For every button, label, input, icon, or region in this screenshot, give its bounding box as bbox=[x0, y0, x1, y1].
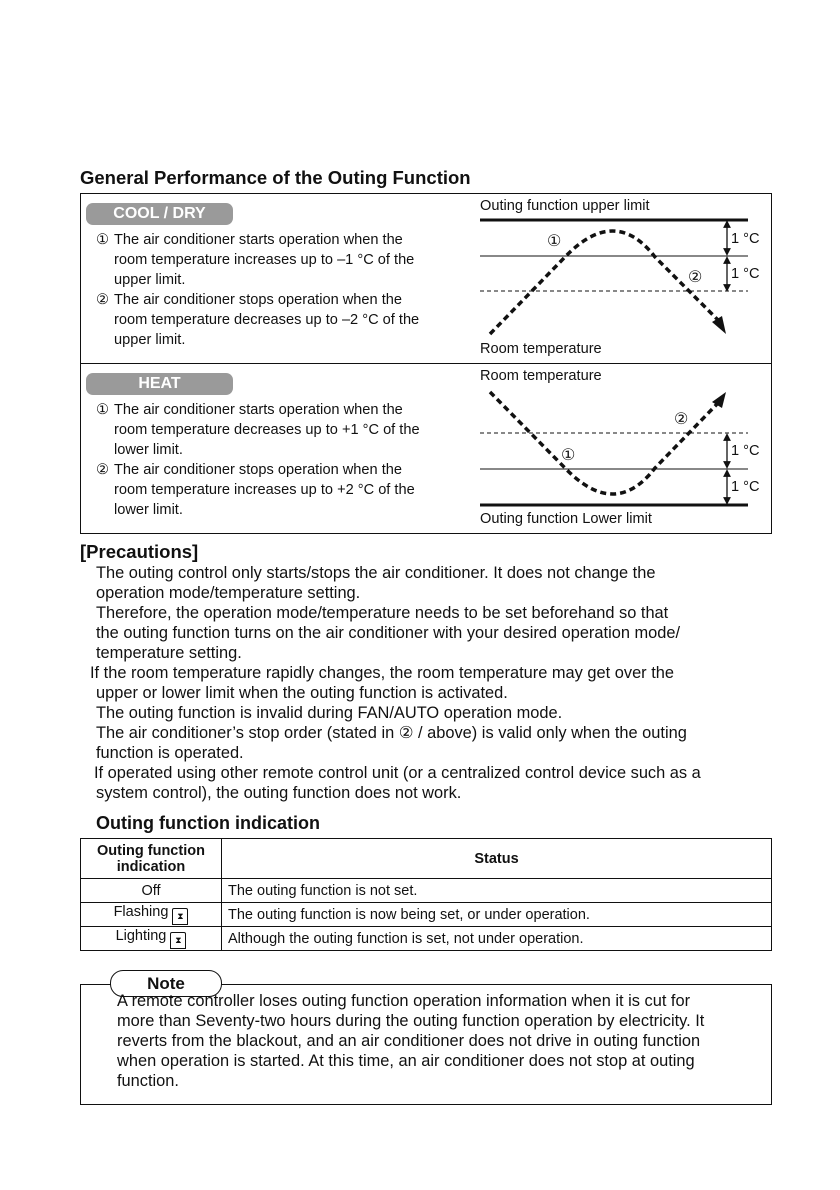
item-text: room temperature decreases up to –2 °C of the bbox=[114, 312, 420, 328]
temperature-curve bbox=[490, 231, 720, 334]
item-text: The air conditioner stops operation when the bbox=[114, 292, 402, 308]
item-text: lower limit. bbox=[114, 442, 183, 458]
precaution-line: temperature setting. bbox=[96, 644, 242, 662]
note-line: reverts from the blackout, and an air conditioner does not drive in outing function bbox=[117, 1032, 701, 1050]
section-title: General Performance of the Outing Function bbox=[80, 167, 471, 188]
room-temp-label: Room temperature bbox=[480, 368, 602, 384]
status-value: The outing function is not set. bbox=[222, 879, 772, 903]
precaution-line: The outing function is invalid during FAN/AUTO operation mode. bbox=[96, 704, 563, 722]
item-text: upper limit. bbox=[114, 332, 186, 348]
header-status: Status bbox=[222, 839, 772, 879]
item-text: The air conditioner stops operation when the bbox=[114, 462, 402, 478]
step-label: 1 °C bbox=[731, 266, 760, 282]
outing-diagrams bbox=[0, 0, 840, 560]
precaution-line: If operated using other remote control unit (or a centralized control device such as a bbox=[94, 764, 701, 782]
note-line: function. bbox=[117, 1072, 179, 1090]
note-line: when operation is started. At this time, an air conditioner does not stop at outing bbox=[117, 1052, 695, 1070]
arrow-head-icon bbox=[712, 316, 726, 334]
cool-dry-badge: COOL / DRY bbox=[86, 203, 233, 225]
item-text: room temperature decreases up to +1 °C of the bbox=[114, 422, 420, 438]
item-text: The air conditioner starts operation when the bbox=[114, 232, 403, 248]
table-row bbox=[81, 903, 772, 927]
step-label: 1 °C bbox=[731, 479, 760, 495]
precaution-line: upper or lower limit when the outing function is activated. bbox=[96, 684, 508, 702]
item-text: lower limit. bbox=[114, 502, 183, 518]
precaution-line: operation mode/temperature setting. bbox=[96, 584, 361, 602]
marker-1: ① bbox=[547, 232, 562, 250]
precaution-line: the outing function turns on the air conditioner with your desired operation mode/ bbox=[96, 624, 681, 642]
marker-1: ① bbox=[561, 446, 576, 464]
precaution-line: function is operated. bbox=[96, 744, 244, 762]
item-text: upper limit. bbox=[114, 272, 186, 288]
indication-title: Outing function indication bbox=[96, 813, 320, 833]
indication-value: Lighting bbox=[115, 928, 167, 944]
item-number: ① bbox=[96, 232, 110, 248]
status-value: Although the outing function is set, not under operation. bbox=[222, 927, 772, 951]
note-line: A remote controller loses outing function operation information when it is cut for bbox=[117, 992, 691, 1010]
item-number: ① bbox=[96, 402, 110, 418]
upper-limit-label: Outing function upper limit bbox=[480, 198, 650, 214]
table-row bbox=[81, 927, 772, 951]
step-label: 1 °C bbox=[731, 231, 760, 247]
header-indication: Outing function indication bbox=[81, 839, 222, 879]
precaution-line: The air conditioner’s stop order (stated in ② / above) is valid only when the outing bbox=[96, 724, 687, 742]
precaution-line: If the room temperature rapidly changes, the room temperature may get over the bbox=[90, 664, 674, 682]
precaution-line: The outing control only starts/stops the air conditioner. It does not change the bbox=[96, 564, 656, 582]
item-number: ② bbox=[96, 462, 110, 478]
item-number: ② bbox=[96, 292, 110, 308]
outing-house-icon: ⧗ bbox=[170, 932, 186, 949]
heat-badge: HEAT bbox=[86, 373, 233, 395]
room-temp-label: Room temperature bbox=[480, 341, 602, 357]
cool-diagram bbox=[480, 220, 748, 334]
note-label: Note bbox=[110, 970, 222, 997]
marker-2: ② bbox=[688, 268, 703, 286]
precaution-line: system control), the outing function does not work. bbox=[96, 784, 462, 802]
item-text: The air conditioner starts operation when the bbox=[114, 402, 403, 418]
arrow-head-icon bbox=[712, 392, 726, 408]
outing-house-icon: ⧗ bbox=[172, 908, 188, 925]
temperature-curve bbox=[490, 392, 720, 494]
marker-2: ② bbox=[674, 410, 689, 428]
item-text: room temperature increases up to –1 °C of the bbox=[114, 252, 415, 268]
indication-value: Off bbox=[141, 882, 161, 899]
precaution-line: Therefore, the operation mode/temperature needs to be set beforehand so that bbox=[96, 604, 669, 622]
step-label: 1 °C bbox=[731, 443, 760, 459]
precautions-title: [Precautions] bbox=[80, 541, 199, 562]
lower-limit-label: Outing function Lower limit bbox=[480, 511, 652, 527]
item-text: room temperature increases up to +2 °C of the bbox=[114, 482, 415, 498]
note-line: more than Seventy-two hours during the outing function operation by electricity. It bbox=[117, 1012, 705, 1030]
status-value: The outing function is now being set, or under operation. bbox=[222, 903, 772, 927]
table-row bbox=[81, 879, 772, 903]
indication-value: Flashing bbox=[113, 904, 169, 920]
indication-table bbox=[80, 838, 772, 951]
heat-diagram bbox=[480, 392, 748, 505]
table-header bbox=[81, 839, 772, 879]
